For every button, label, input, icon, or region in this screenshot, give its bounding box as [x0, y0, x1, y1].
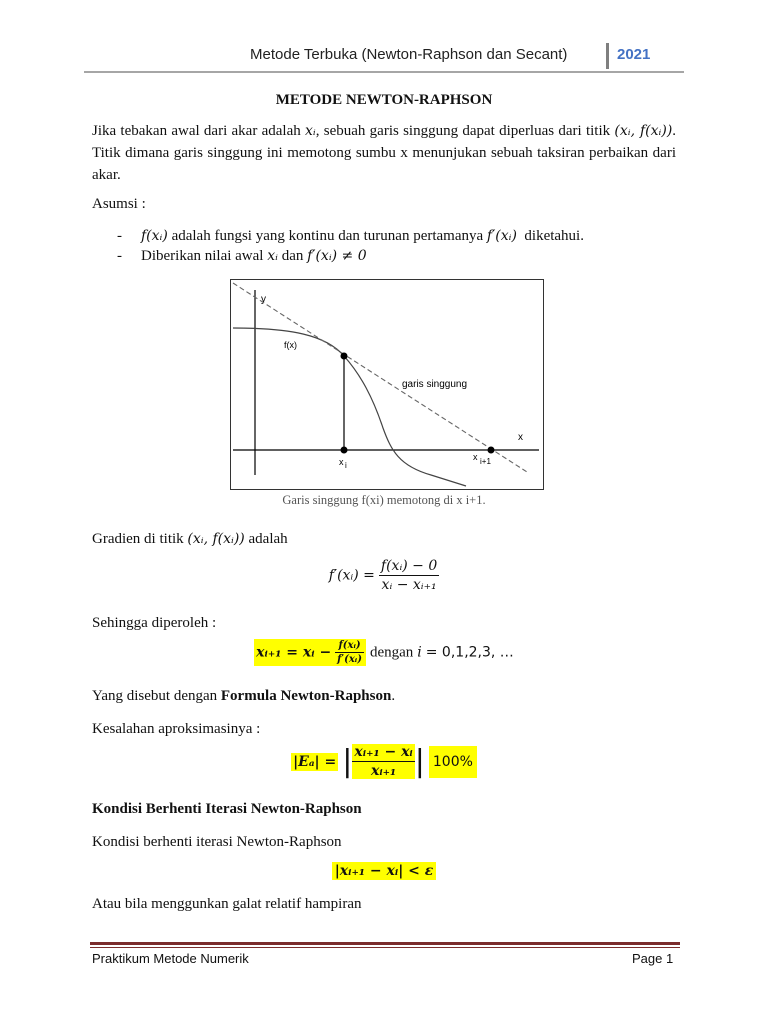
- math-xi: xᵢ: [305, 123, 316, 139]
- math-point: (xᵢ, f(xᵢ)): [614, 123, 673, 139]
- eq1-numerator: f(xᵢ) − 0: [380, 558, 438, 574]
- kesalahan-text: Kesalahan aproksimasinya :: [92, 721, 261, 737]
- eq3-fraction: [352, 744, 414, 779]
- figure-caption: Garis singgung f(xi) memotong di x i+1.: [282, 493, 486, 507]
- math-fpxi-ne: f′(xᵢ) ≠ 0: [307, 248, 367, 264]
- formula-prefix: Yang disebut dengan: [92, 688, 218, 704]
- section-title: METODE NEWTON-RAPHSON: [275, 92, 493, 108]
- intro-part1: Jika tebakan awal dari akar adalah: [92, 123, 301, 139]
- intro-part2: , sebuah garis singgung dapat diperluas dari titik: [315, 123, 611, 139]
- xi1-point: [488, 447, 495, 454]
- asumsi-label: Asumsi :: [92, 196, 146, 212]
- subheading-kondisi: Kondisi Berhenti Iterasi Newton-Raphson: [92, 801, 362, 817]
- header-divider: [606, 43, 609, 69]
- math-point-2: (xᵢ, f(xᵢ)): [187, 531, 245, 547]
- header-title: Metode Terbuka (Newton-Raphson dan Secant): [250, 46, 568, 63]
- eq1-denominator: xᵢ − xᵢ₊₁: [381, 577, 437, 593]
- eq2-i: i: [417, 644, 422, 661]
- function-curve: [233, 328, 466, 486]
- eq1-lhs: f′(xᵢ) =: [328, 567, 375, 584]
- equation-newton: [0, 639, 768, 666]
- xi1-subscript: i+1: [480, 457, 491, 466]
- footer-rule-thick: [90, 942, 680, 945]
- xi-point: [341, 447, 348, 454]
- footer-page: Page 1: [632, 951, 674, 966]
- atau-text: Atau bila menggunkan galat relatif hampiran: [92, 896, 362, 912]
- formula-sentence: [92, 685, 395, 707]
- eq4-expression: |xᵢ₊₁ − xᵢ| < ε: [332, 862, 437, 880]
- header-year: 2021: [617, 46, 651, 63]
- eq2-numerator: f(xᵢ): [335, 640, 364, 653]
- intro-part3: . Titik dimana garis singgung ini memotong sumbu x menunjukan sebuah taksiran perbaikan dari akar.: [92, 123, 677, 183]
- bullet-dash-1: -: [117, 228, 122, 244]
- eq3-bar-right: |: [414, 744, 425, 779]
- figure-svg: [231, 280, 543, 489]
- header-rule: [84, 71, 684, 73]
- fx-label: f(x): [284, 340, 297, 350]
- eq1-fraction: [379, 558, 439, 593]
- eq2-fraction: [335, 640, 364, 665]
- gradient-sentence: [92, 528, 288, 550]
- bullet-1: [141, 225, 584, 247]
- xi-label: x: [339, 457, 344, 467]
- eq2-lhs: xᵢ₊₁ = xᵢ −: [256, 644, 332, 661]
- kondisi-text: Kondisi berhenti iterasi Newton-Raphson: [92, 834, 342, 850]
- eq3-percent: 100%: [429, 746, 477, 778]
- gradient-end: adalah: [248, 531, 288, 547]
- bullet-2: [141, 245, 367, 267]
- formula-name: Formula Newton-Raphson: [220, 688, 392, 704]
- xi-subscript: i: [345, 461, 347, 470]
- formula-suffix: .: [391, 688, 396, 704]
- eq3-numerator: xᵢ₊₁ − xᵢ: [354, 744, 413, 760]
- bullet-dash-2: -: [117, 248, 122, 264]
- x-axis-label: x: [518, 432, 523, 443]
- eq2-dengan: dengan: [369, 644, 414, 661]
- equation-error: [0, 744, 768, 779]
- bullet-2-text: Diberikan nilai awal: [141, 248, 264, 264]
- tangent-point: [341, 353, 348, 360]
- bullet-1-text: adalah fungsi yang kontinu dan turunan pertamanya: [171, 228, 484, 244]
- tangent-label: garis singgung: [402, 379, 468, 390]
- equation-stop: [0, 862, 768, 880]
- intro-paragraph: [92, 120, 676, 186]
- bullet-1-end: diketahui.: [524, 228, 584, 244]
- math-xi-2: xᵢ: [267, 248, 278, 264]
- eq3-bar-left: |: [342, 744, 353, 779]
- bullet-2-mid: dan: [281, 248, 304, 264]
- xi1-label: x: [473, 452, 478, 462]
- newton-raphson-figure: [230, 279, 544, 490]
- math-fxi: f(xᵢ): [141, 228, 168, 244]
- equation-derivative: [0, 558, 768, 593]
- eq3-lhs: |Eₐ| =: [293, 753, 337, 770]
- eq2-values: = 0,1,2,3, …: [425, 644, 514, 661]
- tangent-line: [233, 283, 527, 472]
- math-fpxi: f′(xᵢ): [486, 228, 517, 244]
- eq2-denominator: f′(xᵢ): [337, 654, 362, 665]
- footer-course: Praktikum Metode Numerik: [92, 951, 249, 966]
- footer-rule-thin: [90, 947, 680, 948]
- y-axis-label: y: [261, 294, 266, 305]
- eq2-highlight: [254, 639, 366, 666]
- gradient-text: Gradien di titik: [92, 531, 184, 547]
- eq3-denominator: xᵢ₊₁: [370, 763, 397, 779]
- sehingga-text: Sehingga diperoleh :: [92, 615, 217, 631]
